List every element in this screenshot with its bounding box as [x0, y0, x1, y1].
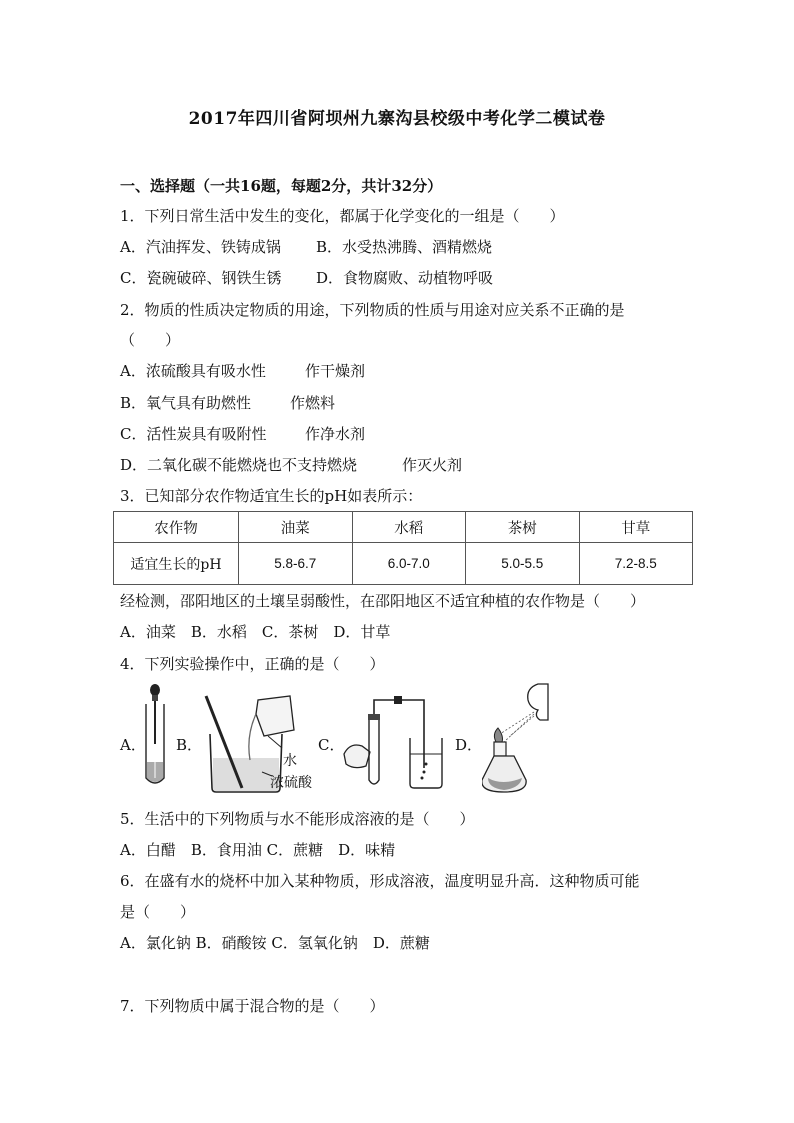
q6-options: A．氯化钠 B．硝酸铵 C．氢氧化钠 D．蔗糖 [120, 934, 430, 952]
table-cell: 水稻 [352, 512, 466, 543]
airtightness-check-figure [340, 692, 450, 792]
q2-option-a: A．浓硫酸具有吸水性 [120, 362, 266, 380]
q1-option-a: A．汽油挥发、铁铸成锅 [120, 238, 281, 256]
table-row [114, 543, 693, 585]
q6-stem: 6．在盛有水的烧杯中加入某种物质，形成溶液，温度明显升高．这种物质可能 [120, 872, 640, 890]
table-cell: 6.0-7.0 [352, 543, 466, 585]
q2-option-d: D．二氧化碳不能燃烧也不支持燃烧 [120, 456, 358, 474]
q2-stem: 2．物质的性质决定物质的用途，下列物质的性质与用途对应关系不正确的是 [120, 301, 625, 319]
q4-label-a: A． [120, 736, 146, 754]
table-cell: 适宜生长的pH [114, 543, 239, 585]
q3-stem: 3．已知部分农作物适宜生长的pH如表所示： [120, 487, 423, 505]
q4-label-c: C． [318, 736, 345, 754]
q3-follow: 经检测，邵阳地区的土壤呈弱酸性，在邵阳地区不适宜种植的农作物是（ ） [120, 592, 646, 610]
q2-option-c-use: 作净水剂 [305, 425, 366, 443]
section-heading: 一、选择题（一共16题，每题2分，共计32分） [120, 177, 443, 195]
alcohol-lamp-figure [482, 680, 562, 802]
q4-label-d: D． [455, 736, 483, 754]
table-cell: 7.2-8.5 [579, 543, 693, 585]
table-row [114, 512, 693, 543]
q6-stem-cont: 是（ ） [120, 903, 196, 921]
q2-option-d-use: 作灭火剂 [402, 456, 463, 474]
q7-stem: 7．下列物质中属于混合物的是（ ） [120, 997, 385, 1015]
q2-option-b-use: 作燃料 [290, 394, 336, 412]
water-label: 水 [283, 753, 297, 769]
table-cell: 茶树 [466, 512, 580, 543]
table-cell: 甘草 [579, 512, 693, 543]
q2-option-a-use: 作干燥剂 [305, 362, 366, 380]
table-cell: 油菜 [239, 512, 353, 543]
acid-label: 浓硫酸 [270, 775, 312, 791]
q2-option-c: C．活性炭具有吸附性 [120, 425, 267, 443]
q5-stem: 5．生活中的下列物质与水不能形成溶液的是（ ） [120, 810, 475, 828]
q1-option-b: B．水受热沸腾、酒精燃烧 [316, 238, 493, 256]
q5-options: A．白醋 B．食用油 C．蔗糖 D．味精 [120, 841, 396, 859]
q1-option-d: D．食物腐败、动植物呼吸 [316, 269, 494, 287]
q2-stem-cont: （ ） [120, 331, 181, 349]
q4-label-b: B． [176, 736, 203, 754]
q1-option-c: C．瓷碗破碎、钢铁生锈 [120, 269, 282, 287]
table-cell: 农作物 [114, 512, 239, 543]
ph-table [113, 511, 693, 585]
q2-option-b: B．氧气具有助燃性 [120, 394, 252, 412]
q1-stem: 1．下列日常生活中发生的变化，都属于化学变化的一组是（ ） [120, 207, 565, 225]
table-cell: 5.0-5.5 [466, 543, 580, 585]
q3-options: A．油菜 B．水稻 C．茶树 D．甘草 [120, 623, 391, 641]
exam-title: 2017年四川省阿坝州九寨沟县校级中考化学二模试卷 [188, 109, 606, 129]
table-cell: 5.8-6.7 [239, 543, 353, 585]
q4-stem: 4．下列实验操作中，正确的是（ ） [120, 655, 385, 673]
dropper-in-test-tube-figure [140, 682, 170, 790]
